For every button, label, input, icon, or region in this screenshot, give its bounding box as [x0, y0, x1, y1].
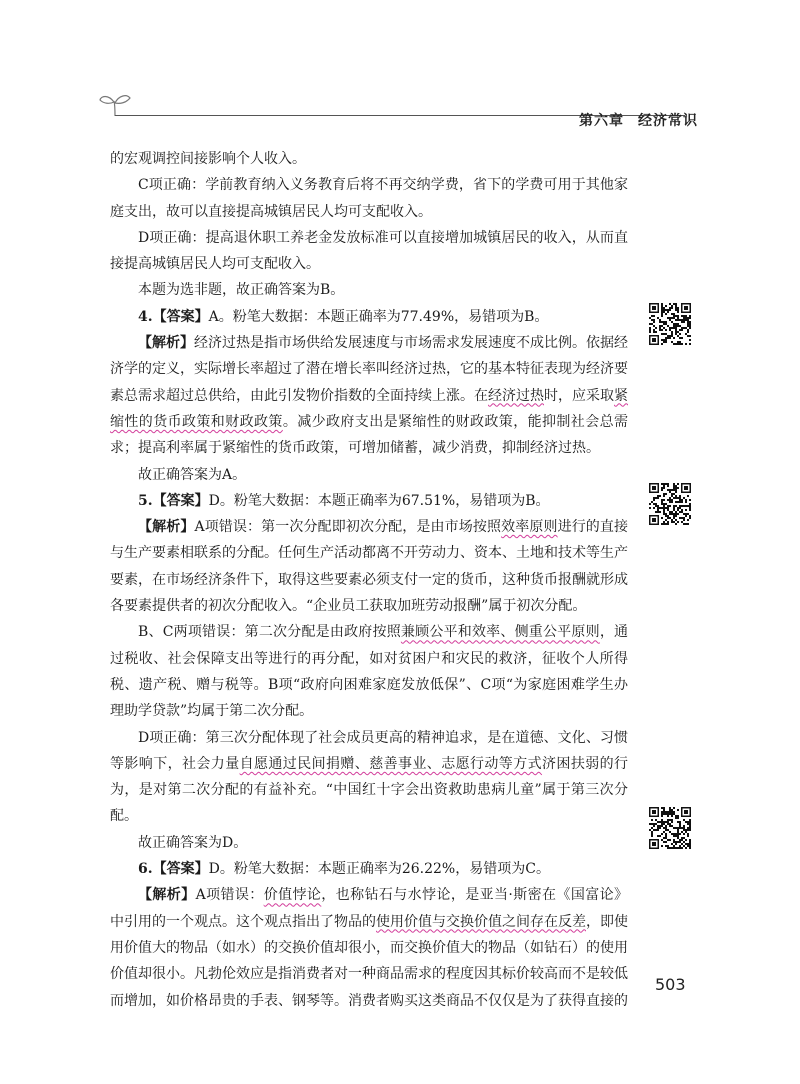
- highlighted-term: 使用价值与交换价值之间存在反差: [376, 913, 586, 930]
- text-run: 时，应采取: [544, 387, 614, 404]
- text-run: B、C两项错误：第二次分配是由政府按照: [138, 624, 401, 641]
- bold-label: 6.【答案】: [138, 861, 209, 878]
- text-run: 进行的直接与生产要素相联系的分配。任何生产活动都离不开劳动力、资本、土地和技术等生产要素，在市场经济条件下，取得这些要素必须支付一定的货币，这种货币报酬就形成各要素提供者的初次分配收入。“企业员工获取加班劳动报酬”属于初次分配。: [110, 519, 629, 615]
- bold-label: 【解析】: [138, 887, 196, 904]
- text-run: D项正确：第三次分配体现了社会成员更高的精神追求，是在道德、文化、习惯等影响下，社会力量: [110, 729, 628, 772]
- paragraph: [110, 462, 628, 488]
- text-run: ，也称钻石与水悖论，是亚当·斯密在《国富论》中引用的一个观点。这个观点指出了物品的: [110, 887, 629, 930]
- highlighted-term: 经济过热: [488, 387, 544, 404]
- text-run: D。粉笔大数据：本题正确率为67.51%，易错项为B。: [208, 492, 550, 509]
- bold-label: 【解析】: [138, 335, 194, 352]
- text-run: A项错误：第一次分配即初次分配，是由市场按照: [194, 519, 502, 536]
- text-run: 故正确答案为A。: [138, 466, 247, 483]
- bold-label: 【解析】: [138, 519, 195, 536]
- text-run: C项正确：学前教育纳入义务教育后将不再交纳学费，省下的学费可用于其他家庭支出，故可以直接提高城镇居民人均可支配收入。: [110, 177, 628, 220]
- page-number: 503: [655, 975, 686, 994]
- page-body: [110, 146, 628, 1014]
- text-run: 济困扶弱的行为，是对第二次分配的有益补充。“中国红十字会出资救助患病儿童”属于第三次分配。: [110, 755, 629, 825]
- paragraph: [110, 856, 628, 882]
- text-run: 经济过热是指市场供给发展速度与市场需求发展速度不成比例。依据经济学的定义，实际增长率超过了潜在增长率叫经济过热，它的基本特征表现为经济要素总需求超过总供给，由此引发物价指数的全面持续上涨。在: [110, 335, 628, 404]
- bold-label: 5.【答案】: [138, 492, 209, 509]
- paragraph: [110, 830, 628, 856]
- bold-label: 4.【答案】: [138, 308, 209, 325]
- paragraph: [110, 304, 628, 330]
- paragraph: [110, 619, 628, 724]
- text-run: 。减少政府支出是紧缩性的财政政策，能抑制社会总需求；提高利率属于紧缩性的货币政策，可增加储蓄，减少消费，抑制经济过热。: [110, 413, 629, 457]
- paragraph: [110, 725, 628, 830]
- paragraph: [110, 330, 628, 461]
- text-run: D项正确：提高退休职工养老金发放标准可以直接增加城镇居民的收入，从而直接提高城镇居民人均可支配收入。: [110, 229, 628, 273]
- text-run: ，通过税收、社会保障支出等进行的再分配，如对贫困户和灾民的救济，征收个人所得税、遗产税、赠与税等。B项“政府向困难家庭发放低保”、C项“为家庭困难学生办理助学贷款”均属于第二次分配。: [110, 624, 629, 720]
- text-run: D。粉笔大数据：本题正确率为26.22%，易错项为C。: [208, 861, 550, 878]
- text-run: 本题为选非题，故正确答案为B。: [138, 282, 345, 299]
- qr-code-q5[interactable]: [648, 482, 692, 526]
- paragraph: [110, 882, 628, 1013]
- text-run: A。粉笔大数据：本题正确率为77.49%，易错项为B。: [208, 308, 549, 325]
- text-run: ，即使用价值大的物品（如水）的交换价值却很小，而交换价值大的物品（如钻石）的使用价值却很小。凡勃伦效应是指消费者对一种商品需求的程度因其标价较高而不是较低而增加，如价格昂贵的手表、钢琴等。消费者购买这类商品不仅仅是为了获得直接的: [110, 913, 628, 1009]
- highlighted-term: 紧缩性的货币政策和财政政策: [110, 387, 628, 430]
- paragraph: [110, 277, 628, 303]
- chapter-number: 第六章: [579, 113, 624, 129]
- highlighted-term: 价值悖论: [263, 887, 322, 904]
- qr-code-q6[interactable]: [648, 806, 692, 850]
- paragraph: [110, 514, 628, 619]
- paragraph: [110, 146, 628, 172]
- highlighted-term: 效率原则: [501, 519, 558, 536]
- paragraph: [110, 225, 628, 278]
- text-run: A项错误：: [195, 887, 264, 904]
- highlighted-term: 兼顾公平和效率、侧重公平原则: [400, 624, 600, 641]
- text-run: 的宏观调控间接影响个人收入。: [110, 151, 306, 167]
- chapter-heading: [579, 110, 698, 130]
- qr-code-q4[interactable]: [648, 302, 692, 346]
- text-run: 故正确答案为D。: [138, 834, 248, 851]
- paragraph: [110, 172, 628, 225]
- chapter-title: 经济常识: [638, 113, 698, 129]
- highlighted-term: 自愿通过民间捐赠、慈善事业、志愿行动等方式: [239, 755, 543, 772]
- paragraph: [110, 488, 628, 514]
